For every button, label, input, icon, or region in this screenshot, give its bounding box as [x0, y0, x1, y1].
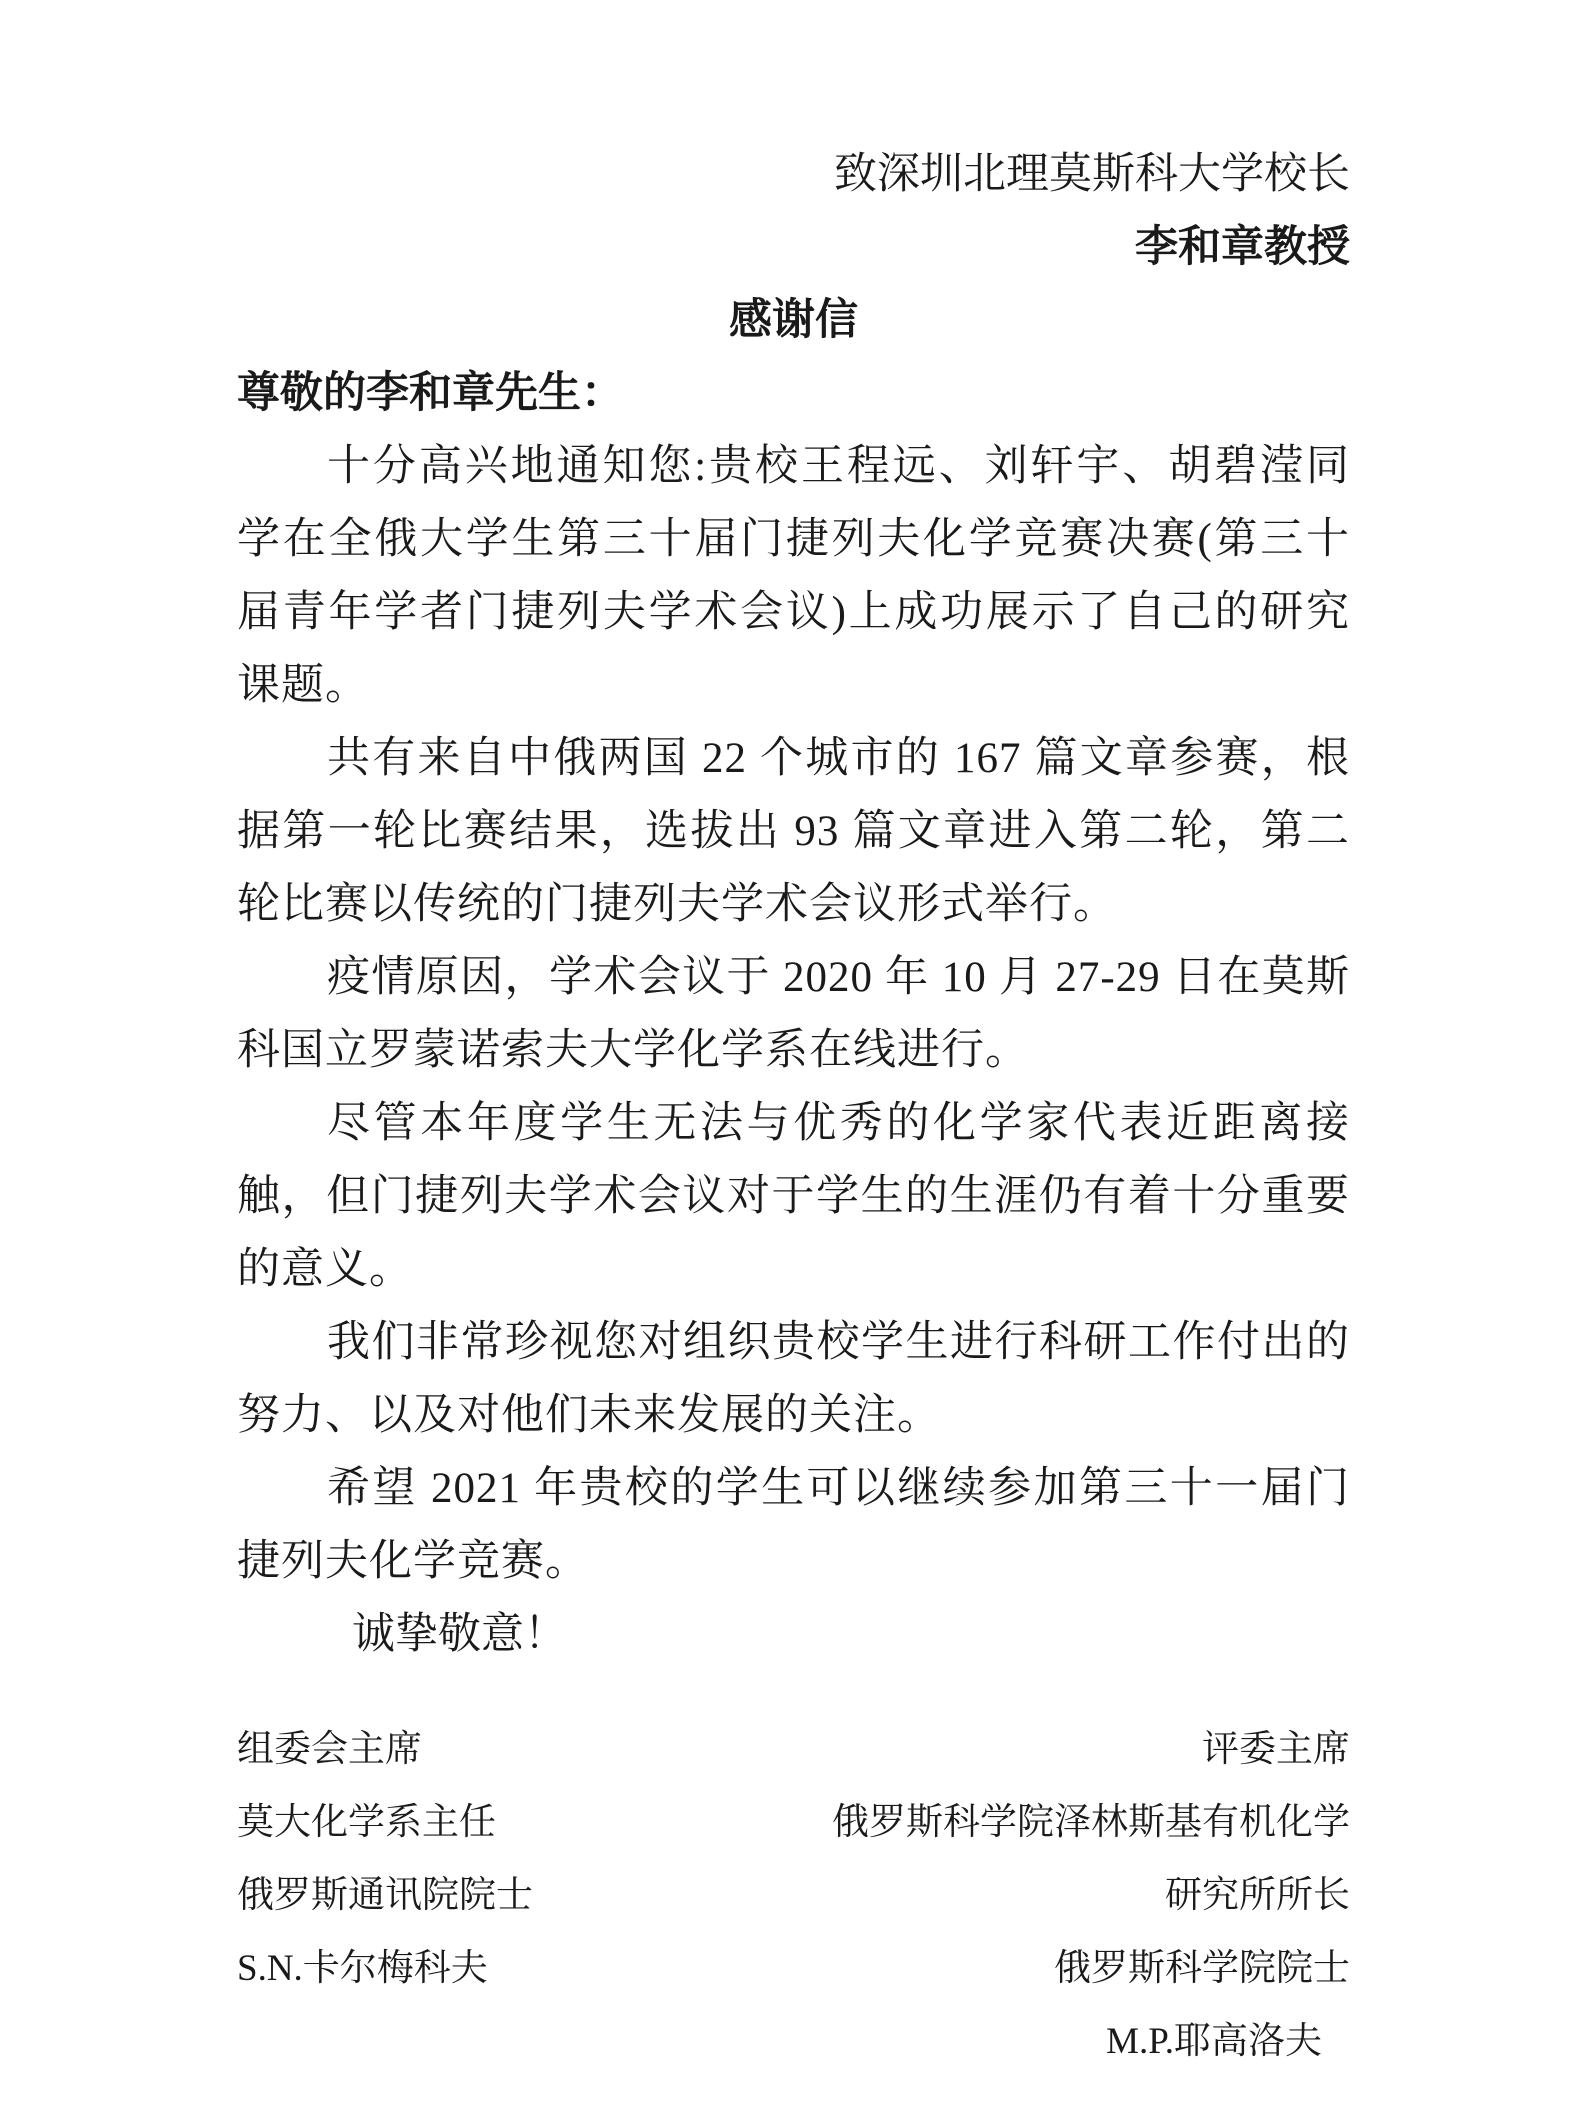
paragraph-6: 希望 2021 年贵校的学生可以继续参加第三十一届门捷列夫化学竞赛。 [237, 1465, 1350, 1585]
recipient-name: 李和章教授 [1135, 224, 1350, 271]
closing-phrase: 诚挚敬意！ [352, 1611, 567, 1658]
signature-left-name: S.N.卡尔梅科夫 [237, 1948, 488, 1989]
letter-title: 感谢信 [729, 297, 858, 344]
signature-row-5 [237, 2005, 1350, 2078]
paragraph-1: 十分高兴地通知您:贵校王程远、刘轩宇、胡碧滢同学在全俄大学生第三十届门捷列夫化学竞赛决赛(第三十届青年学者门捷列夫学术会议)上成功展示了自己的研究课题。 [237, 443, 1350, 709]
salutation: 尊敬的李和章先生： [237, 370, 624, 417]
recipient-line: 致深圳北理莫斯科大学校长 [834, 151, 1350, 198]
signature-left-title-1: 组委会主席 [237, 1729, 422, 1770]
signature-row-3 [237, 1859, 1350, 1932]
paragraph-5: 我们非常珍视您对组织贵校学生进行科研工作付出的努力、以及对他们未来发展的关注。 [237, 1319, 1350, 1439]
signature-left-title-3: 俄罗斯通讯院院士 [237, 1875, 533, 1916]
signature-left-title-2: 莫大化学系主任 [237, 1802, 496, 1843]
signature-right-title-2: 俄罗斯科学院泽林斯基有机化学 [832, 1802, 1350, 1843]
signature-block [237, 1713, 1350, 2078]
paragraph-4: 尽管本年度学生无法与优秀的化学家代表近距离接触，但门捷列夫学术会议对于学生的生涯仍有着十分重要的意义。 [237, 1100, 1350, 1293]
signature-row-1 [237, 1713, 1350, 1786]
signature-row-4 [237, 1932, 1350, 2005]
signature-row-2 [237, 1786, 1350, 1859]
signature-right-title-1: 评委主席 [1202, 1729, 1350, 1770]
signature-right-name: M.P.耶高洛夫 [1106, 2021, 1322, 2062]
signature-right-title-4: 俄罗斯科学院院士 [1054, 1948, 1350, 1989]
letter-content [237, 138, 1350, 2078]
paragraph-3: 疫情原因，学术会议于 2020 年 10 月 27-29 日在莫斯科国立罗蒙诺索夫大学化学系在线进行。 [237, 954, 1350, 1074]
signature-right-title-3: 研究所所长 [1165, 1875, 1350, 1916]
paragraph-2: 共有来自中俄两国 22 个城市的 167 篇文章参赛，根据第一轮比赛结果，选拔出 93 篇文章进入第二轮，第二轮比赛以传统的门捷列夫学术会议形式举行。 [237, 735, 1350, 928]
